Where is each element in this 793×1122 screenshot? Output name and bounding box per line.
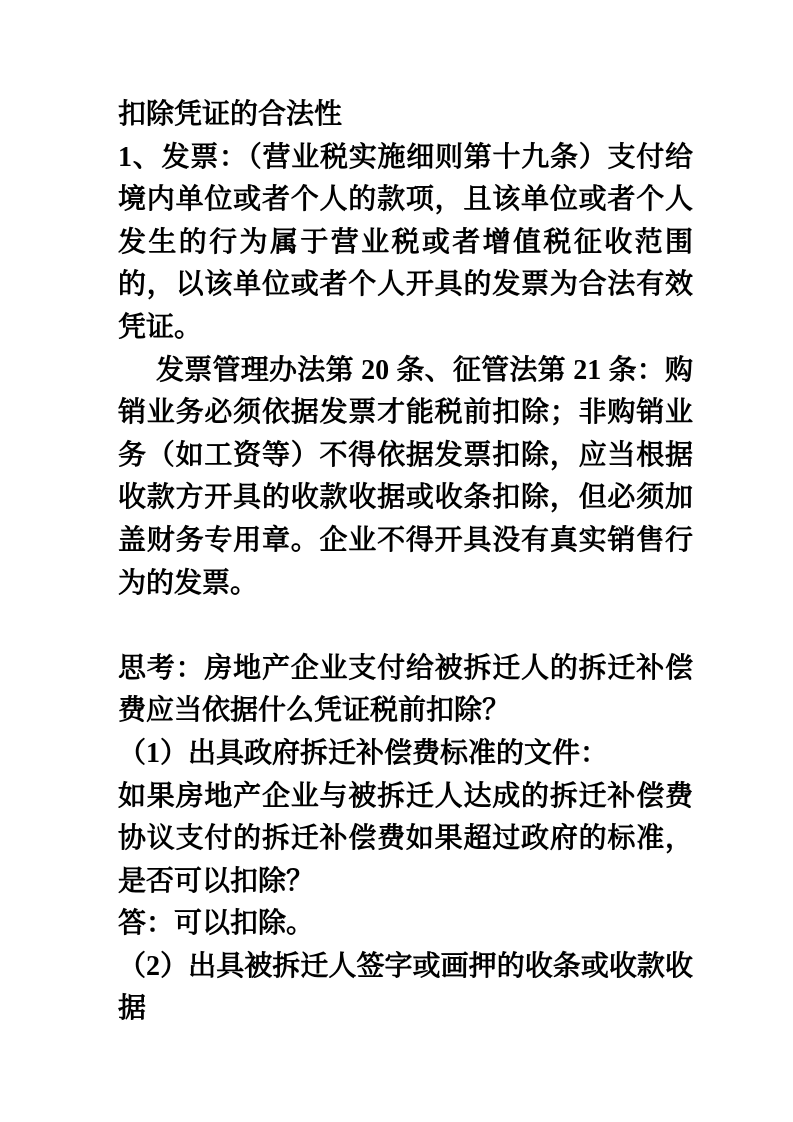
document-content [118, 94, 693, 1031]
document-title: 扣除凭证的合法性 [118, 99, 343, 130]
para-question: 思考：房地产企业支付给被拆迁人的拆迁补偿费应当依据什么凭证税前扣除？ [118, 652, 693, 727]
para-item-1-question: 如果房地产企业与被拆迁人达成的拆迁补偿费协议支付的拆迁补偿费如果超过政府的标准，是否可以扣除？ [118, 780, 693, 897]
para-item-2: （2）出具被拆迁人签字或画押的收条或收款收据 [118, 950, 693, 1025]
para-item-1: （1）出具政府拆迁补偿费标准的文件： [118, 737, 609, 769]
para-invoice-definition: 1、发票：（营业税实施细则第十九条）支付给境内单位或者个人的款项，且该单位或者个人发生的行为属于营业税或者增值税征收范围的，以该单位或者个人开具的发票为合法有效凭证。 [118, 141, 693, 343]
paragraph-container [118, 137, 693, 1031]
para-answer: 答：可以扣除。 [118, 908, 315, 940]
para-invoice-measures: 发票管理办法第 20 条、征管法第 21 条：购销业务必须依据发票才能税前扣除；非购销业务（如工资等）不得依据发票扣除，应当根据收款方开具的收款收据或收条扣除，但必须加盖财务专用章。企业不得开具没有真实销售行为的发票。 [118, 354, 693, 599]
